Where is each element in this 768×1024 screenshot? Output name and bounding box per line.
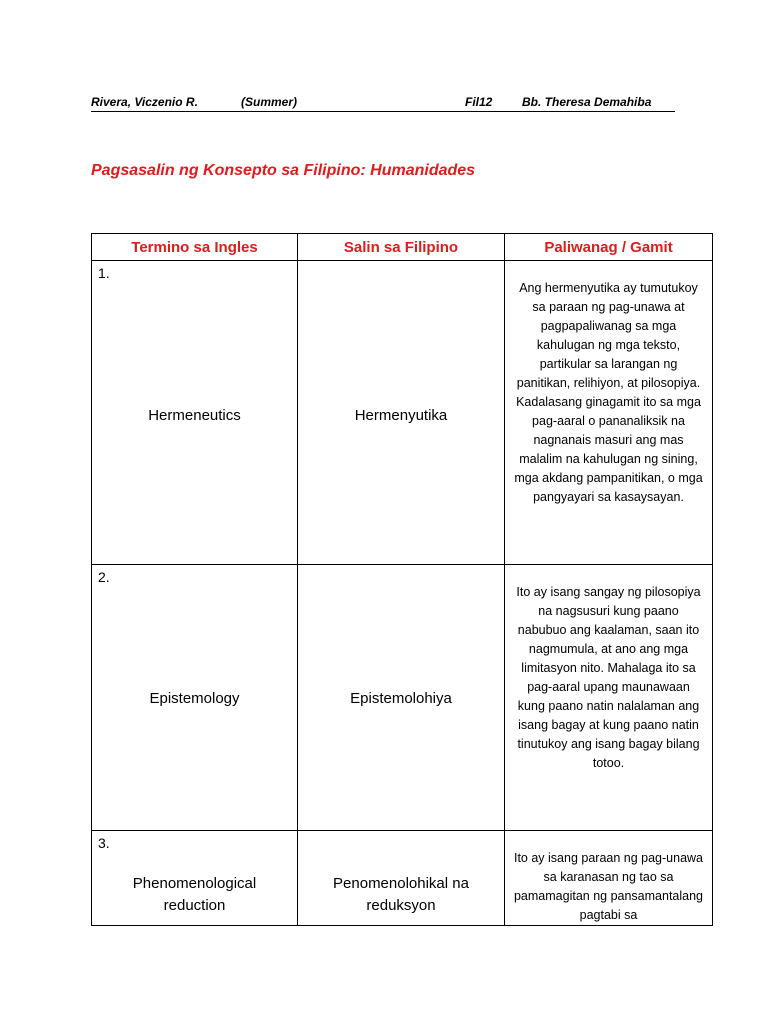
document-header bbox=[91, 93, 675, 112]
table-row bbox=[92, 831, 713, 926]
filipino-term: Hermenyutika bbox=[354, 406, 448, 424]
filipino-term-cell bbox=[298, 831, 505, 926]
term-label: (Summer) bbox=[241, 95, 298, 109]
column-header-filipino: Salin sa Filipino bbox=[298, 234, 505, 261]
english-term: Phenomenological reduction bbox=[132, 875, 257, 914]
filipino-term: Penomenolohikal na reduksyon bbox=[333, 875, 469, 914]
document-title: Pagsasalin ng Konsepto sa Filipino: Humanidades bbox=[91, 162, 476, 179]
table-row bbox=[92, 565, 713, 831]
row-number: 2. bbox=[98, 569, 110, 585]
table-header-row bbox=[92, 234, 713, 261]
column-header-explanation: Paliwanag / Gamit bbox=[505, 234, 713, 261]
explanation-text: Ang hermenyutika ay tumutukoy sa paraan ng pag-unawa at pagpapaliwanag sa mga kahulugan ng mga teksto, partikular sa larangan ng panitikan, relihiyon, at pilosopiya. Kadalasang ginagamit ito sa mga pag-aaral o pananaliksik na nagnanais masuri ang mas malalim na kahulugan ng sining, mga akdang pampanitikan, o mga pangyayari sa kasaysayan. bbox=[514, 281, 703, 504]
english-term-cell bbox=[92, 261, 298, 565]
row-number: 1. bbox=[98, 265, 110, 281]
english-term: Hermeneutics bbox=[148, 406, 241, 424]
explanation-cell bbox=[505, 831, 713, 926]
filipino-term-cell bbox=[298, 565, 505, 831]
explanation-text: Ito ay isang paraan ng pag-unawa sa karanasan ng tao sa pamamagitan ng pansamantalang pagtabi sa bbox=[513, 851, 704, 922]
column-header-english: Termino sa Ingles bbox=[92, 234, 298, 261]
english-term: Epistemology bbox=[149, 689, 240, 707]
filipino-term-cell bbox=[298, 261, 505, 565]
row-number: 3. bbox=[98, 835, 110, 851]
table-row bbox=[92, 261, 713, 565]
english-term-cell bbox=[92, 831, 298, 926]
terms-table bbox=[91, 233, 713, 926]
filipino-term: Epistemolohiya bbox=[350, 689, 452, 707]
student-name: Rivera, Viczenio R. bbox=[91, 95, 198, 109]
teacher-name: Bb. Theresa Demahiba bbox=[522, 95, 652, 109]
explanation-cell bbox=[505, 565, 713, 831]
english-term-cell bbox=[92, 565, 298, 831]
explanation-cell bbox=[505, 261, 713, 565]
explanation-text: Ito ay isang sangay ng pilosopiya na nagsusuri kung paano nabubuo ang kaalaman, saan ito nagmumula, at ano ang mga limitasyon nito. Mahalaga ito sa pag-aaral upang maunawaan kung paano natin nalalaman ang isang bagay at kung paano natin tinutukoy ang isang bagay bilang totoo. bbox=[516, 585, 701, 770]
subject-code: Fil12 bbox=[465, 95, 493, 109]
